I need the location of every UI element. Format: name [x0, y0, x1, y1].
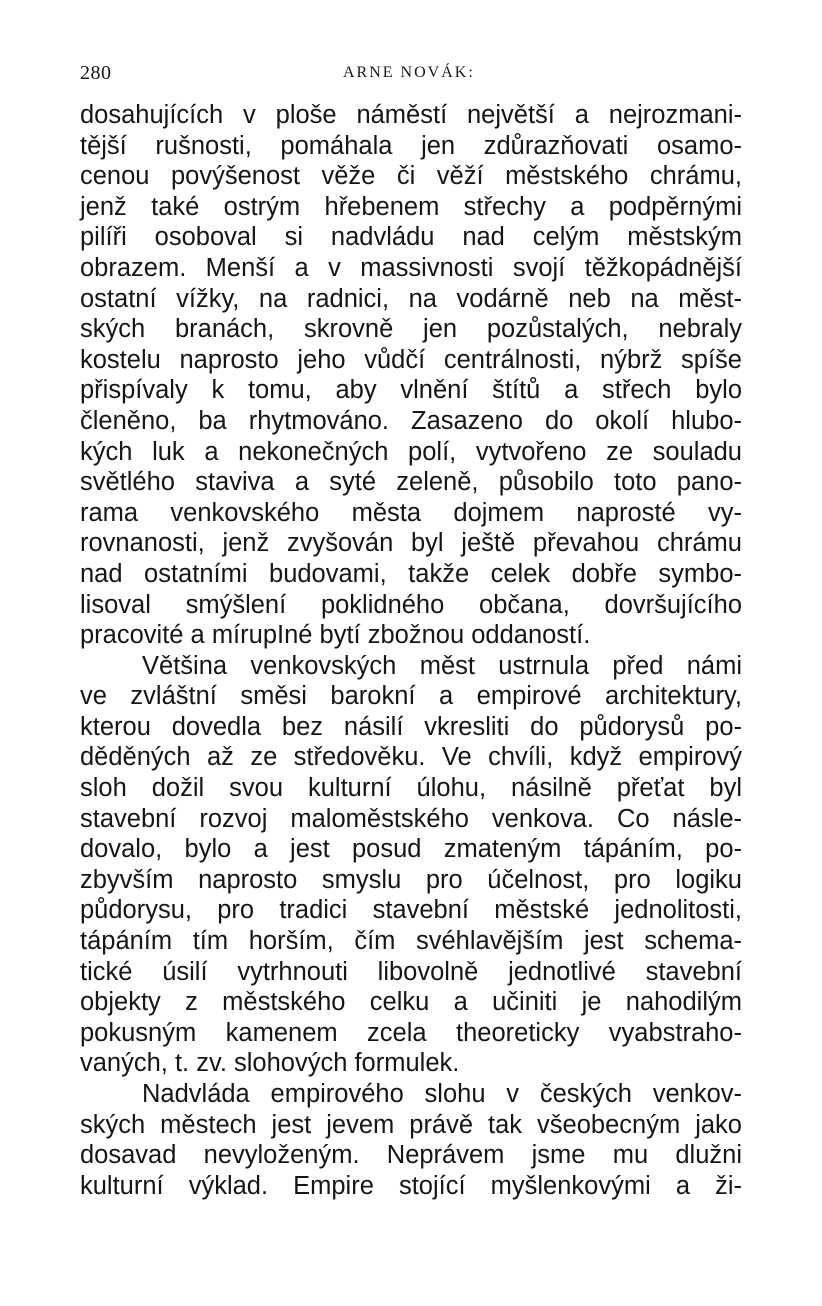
text-line: Většina venkovských měst ustrnula před námi [142, 651, 742, 680]
text-line: cenou povýšenost věže či věží městského chrámu, [80, 162, 742, 191]
text-line: ve zvláštní směsi barokní a empirové architektury, [80, 682, 742, 711]
text-line: lisoval smýšlení poklidného občana, dovršujícího [80, 590, 742, 619]
text-line: půdorysu, pro tradici stavební městské jednolitosti, [80, 896, 742, 925]
text-line: nad ostatními budovami, takže celek dobře symbo- [80, 559, 742, 588]
paragraph-1 [80, 100, 742, 651]
body-text [80, 100, 742, 1201]
text-line: tické úsilí vytrhnouti libovolně jednotlivé stavební [80, 957, 742, 986]
text-line: zbyvším naprosto smyslu pro účelnost, pro logiku [80, 865, 742, 894]
text-line: dosavad nevyloženým. Neprávem jsme mu dlužni [80, 1141, 742, 1170]
running-head-author: ARNE NOVÁK: [343, 64, 475, 81]
text-line: pracovité a mírupIné bytí zbožnou oddaností. [80, 621, 591, 650]
text-line: stavební rozvoj maloměstského venkova. Co násle- [80, 804, 742, 833]
text-line: děděných až ze středověku. Ve chvíli, když empirový [80, 743, 742, 772]
text-line: ostatní vížky, na radnici, na vodárně neb na měst- [80, 284, 742, 313]
text-line: kých luk a nekonečných polí, vytvořeno ze souladu [80, 437, 742, 466]
paragraph-3 [80, 1079, 742, 1201]
text-line: vaných, t. zv. slohových formulek. [80, 1049, 460, 1078]
text-line: dovalo, bylo a jest posud zmateným tápáním, po- [80, 835, 742, 864]
text-line: světlého staviva a syté zeleně, působilo toto pano- [80, 468, 742, 497]
text-line: rovnanosti, jenž zvyšován byl ještě převahou chrámu [80, 529, 742, 558]
text-line: jenž také ostrým hřebenem střechy a podpěrnými [80, 192, 742, 221]
text-line: Nadvláda empirového slohu v českých venkov- [142, 1080, 742, 1108]
paragraph-2 [80, 651, 742, 1079]
text-line: ských branách, skrovně jen pozůstalých, nebraly [80, 315, 742, 344]
text-line: pokusným kamenem zcela theoreticky vyabstraho- [80, 1018, 742, 1047]
text-line: sloh dožil svou kulturní úlohu, násilně přeťat byl [80, 774, 742, 803]
text-line: objekty z městského celku a učiniti je nahodilým [80, 988, 742, 1017]
running-head [80, 62, 742, 88]
text-line: obrazem. Menší a v massivnosti svojí těžkopádnější [80, 253, 742, 282]
text-line: kterou dovedla bez násilí vkresliti do půdorysů po- [80, 712, 742, 741]
text-line: kulturní výklad. Empire stojící myšlenkovými a ži- [80, 1171, 742, 1200]
text-line: přispívaly k tomu, aby vlnění štítů a střech bylo [80, 376, 742, 405]
text-line: tější rušnosti, pomáhala jen zdůrazňovati osamo- [80, 131, 742, 160]
text-line: rama venkovského města dojmem naprosté vy- [80, 498, 742, 527]
page-number: 280 [80, 62, 112, 84]
text-line: dosahujících v ploše náměstí největší a nejrozmani- [80, 101, 742, 129]
text-line: kostelu naprosto jeho vůdčí centrálnosti, nýbrž spíše [80, 345, 742, 374]
text-line: členěno, ba rhytmováno. Zasazeno do okolí hlubo- [80, 406, 742, 435]
text-line: pilíři osoboval si nadvládu nad celým městským [80, 223, 742, 252]
text-line: tápáním tím horším, čím svéhlavějším jest schema- [80, 927, 742, 956]
text-line: ských městech jest jevem právě tak všeobecným jako [80, 1110, 742, 1139]
